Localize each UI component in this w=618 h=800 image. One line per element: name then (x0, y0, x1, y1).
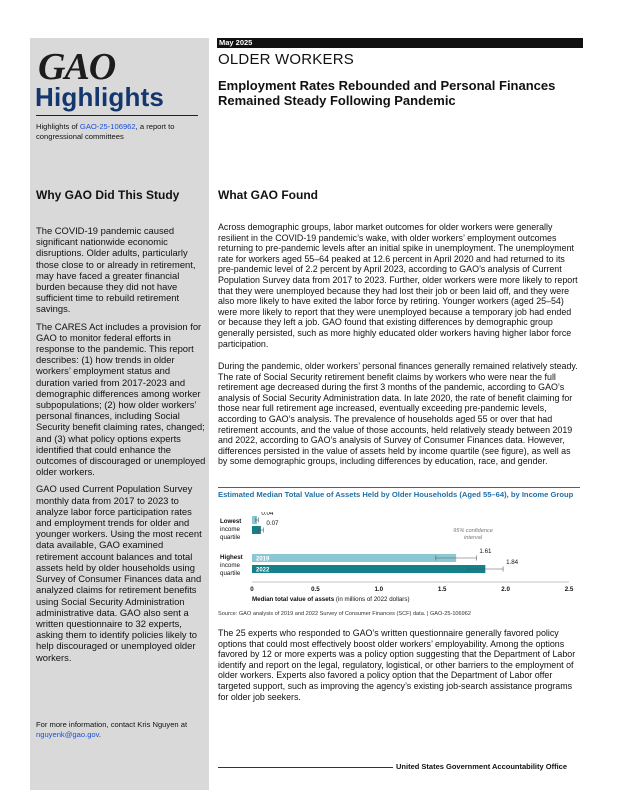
data-label: 1.84 (506, 559, 519, 566)
figure-title: Estimated Median Total Value of Assets Held by Older Households (Aged 55–64), by Income Group (218, 490, 574, 499)
why-body (36, 225, 206, 669)
sidebar (30, 38, 209, 790)
found-paragraph: The 25 experts who responded to GAO’s written questionnaire generally favored policy options that could most effectively boost older workers’ employability. Among the options favored by 12 or more experts was a policy option suggesting that the Department of Labor identify and report on the legal, regulatory, logistical, or other barriers to the employment of older workers. Experts also favored a policy option that the Department of Labor offer targeted support, such as improving the agency’s existing job-search assistance programs for older job seekers. (218, 628, 576, 702)
x-axis-label: Median total value of assets (in millions of 2022 dollars) (252, 596, 410, 603)
found-paragraph: Across demographic groups, labor market outcomes for older workers were generally resilient in the COVID-19 pandemic’s wake, with older workers’ employment outcomes returning to pre-pandemic levels after an initial spike in unemployment. The unemployment rate for workers aged 55–64 peaked at 12.6 percent in April 2020 and had returned to its pre-pandemic level of 2.2 percent by April 2023, according to GAO’s analysis of Current Population Survey data from 2017 to 2023. Further, older workers were more likely to report that they were unemployed because they had lost their job or been laid off, and they were also more likely to have exited the labor force by retiring. Younger workers (aged 25–54) were more likely to report that they were unemployed because a temporary job had ended or because they left a job. GAO found that existing differences by demographic group generally persisted, such as more highly educated older workers having higher labor force participation. (218, 222, 578, 349)
highlights-title: Highlights (35, 82, 165, 112)
group-label: quartile (220, 534, 241, 541)
section-title: OLDER WORKERS (218, 51, 354, 68)
assets-chart (218, 512, 580, 608)
gao-logo-text: GAO (38, 46, 116, 88)
group-label: quartile (220, 570, 241, 577)
footer-divider (218, 767, 393, 768)
why-paragraph: GAO used Current Population Survey monthly data from 2017 to 2023 to analyze labor force participation rates and employment trends for older and younger workers. Using the most recent data available, GAO examined retirement account balances and total assets held by older households using Survey of Consumer Finances data and analyzed claims for retirement benefits using Social Security Administration administrative data. GAO also sent a written questionnaire to 32 experts, asking them to identify policies likely to help discouraged or unemployed older workers. (36, 483, 202, 663)
bar (252, 554, 456, 562)
report-date: May 2025 (219, 38, 253, 47)
report-suffix: , a report to congressional committees (36, 122, 175, 141)
why-heading: Why GAO Did This Study (36, 188, 180, 202)
footer-org: United States Government Accountability Office (396, 762, 568, 771)
report-note (36, 122, 206, 142)
legend-label: 2019 (256, 556, 270, 563)
data-label: 1.61 (479, 548, 492, 555)
data-label: 0.07 (266, 520, 279, 527)
gao-logo (38, 48, 115, 86)
top-bar (217, 38, 583, 48)
report-prefix: Highlights of (36, 122, 80, 131)
ci-label: 95% confidence (453, 528, 493, 534)
why-paragraph: The CARES Act includes a provision for GAO to monitor federal efforts in response to the pandemic. This report describes: (1) how trends in older workers’ employment status and duration varied from 2017-2023 and demographic differences among worker subpopulations; (2) how older workers’ personal finances, including Social Security benefit claiming rates, changed; and (3) what policy options experts identified that could enhance the outcomes of discouraged or unemployed older workers. (36, 320, 206, 478)
tick-label: 2.0 (501, 586, 510, 593)
group-label: income (220, 562, 240, 569)
contact-note (36, 720, 206, 740)
report-title: Employment Rates Rebounded and Personal Finances Remained Steady Following Pandemic (218, 78, 556, 108)
bar (252, 565, 485, 573)
tick-label: 0 (250, 586, 254, 593)
tick-label: 1.0 (374, 586, 384, 593)
group-label: Highest (220, 554, 243, 561)
group-label: Lowest (220, 518, 242, 525)
tick-label: 2.5 (564, 586, 574, 593)
divider (36, 115, 198, 116)
figure-source: Source: GAO analysis of 2019 and 2022 Survey of Consumer Finances (SCF) data. | GAO-25-106962 (218, 611, 471, 617)
ci-label: interval (463, 535, 483, 541)
group-label: income (220, 526, 240, 533)
why-paragraph: The COVID-19 pandemic caused significant nationwide economic disruptions. Older adults, particularly those close to or already in retirement, may have faced a greater financial burden because they did not have sufficient time to rebuild retirement savings. (36, 225, 196, 315)
data-label: 0.04 (261, 512, 274, 517)
tick-label: 0.5 (311, 586, 320, 593)
found-paragraph: During the pandemic, older workers’ personal finances generally remained relatively steady. The rate of Social Security retirement benefit claims by workers who were near the full retirement age decreased during the first 3 months of the pandemic, according to GAO’s analysis of Social Security Administration data. In late 2020, the rate of benefit claiming for those near full retirement age increased, eventually exceeding pre-pandemic levels, according to GAO’s analysis. The prevalence of households aged 55 or over that had retirement accounts, and the value of those accounts, held relatively steady between 2019 and 2022, according to GAO’s analysis of Survey of Consumer Finances data. However, differences persisted in the value of assets held by income quartile (see figure), as well as by some demographic groups, including differences by education, race, and gender. (218, 361, 578, 467)
contact-text: For more information, contact Kris Nguyen at (36, 720, 188, 729)
found-heading: What GAO Found (218, 188, 318, 202)
contact-email-link[interactable]: nguyenk@gao.gov (36, 730, 99, 739)
figure-divider (218, 487, 580, 488)
legend-label: 2022 (256, 567, 270, 574)
tick-label: 1.5 (437, 586, 447, 593)
report-number-link[interactable]: GAO-25-106962 (79, 122, 136, 131)
contact-end: . (98, 730, 102, 739)
